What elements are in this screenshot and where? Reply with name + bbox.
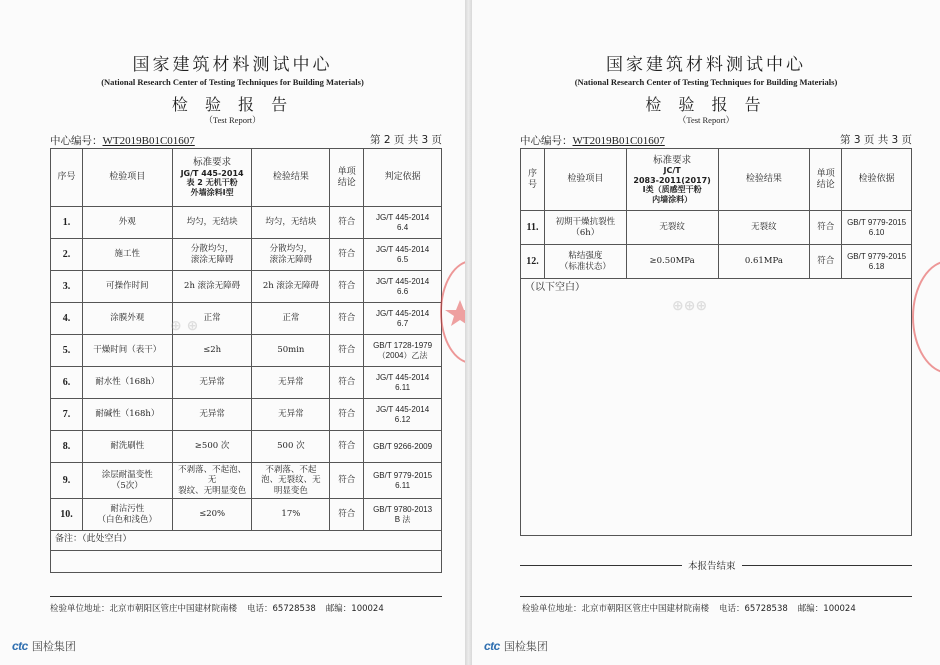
table-row	[521, 211, 912, 245]
center-title-en: (National Research Center of Testing Techniques for Building Materials)	[574, 77, 838, 87]
remark-row	[51, 531, 442, 551]
ctc-logo-icon: ctc	[12, 639, 28, 653]
row-conclusion: 符合	[330, 335, 364, 367]
row-standard: 无异常	[172, 367, 252, 399]
row-no: 5.	[51, 335, 83, 367]
row-standard: 无裂纹	[626, 211, 718, 245]
row-standard: ≤2h	[172, 335, 252, 367]
table-row	[51, 271, 442, 303]
row-basis: GB/T 9266-2009	[364, 431, 442, 463]
report-title: 检 验 报 告	[645, 95, 767, 114]
row-result: 500 次	[252, 431, 330, 463]
footer-info	[50, 602, 394, 614]
row-conclusion: 符合	[810, 245, 842, 279]
report-page-3	[472, 0, 940, 665]
watermark: ⊕⊕⊕	[672, 298, 708, 314]
report-title-en: （Test Report）	[677, 115, 735, 125]
table-row	[521, 245, 912, 279]
row-item: 涂膜外观	[82, 303, 172, 335]
col-result: 检验结果	[718, 149, 810, 211]
col-std	[172, 149, 252, 207]
col-std-sub: JG/T 445-2014 表 2 无机干粉 外墙涂料Ⅰ型	[180, 168, 244, 197]
col-no: 序号	[51, 149, 83, 207]
row-item: 干燥时间（表干）	[82, 335, 172, 367]
row-standard: ≤20%	[172, 499, 252, 531]
row-item: 耐沾污性 （白色和浅色）	[82, 499, 172, 531]
col-item: 检验项目	[544, 149, 626, 211]
blank-note: （以下空白）	[521, 279, 912, 536]
row-item: 可操作时间	[82, 271, 172, 303]
row-item: 耐洗刷性	[82, 431, 172, 463]
seal-stamp	[440, 260, 465, 364]
footer-address: 检验单位地址：北京市朝阳区管庄中国建材院南楼	[522, 604, 710, 614]
center-number	[50, 133, 195, 148]
footer-logo	[484, 638, 548, 654]
row-no: 7.	[51, 399, 83, 431]
page-gutter	[465, 0, 472, 665]
row-result: 无异常	[252, 399, 330, 431]
footer-postcode: 邮编：100024	[797, 604, 856, 614]
row-basis: JG/T 445-2014 6.6	[364, 271, 442, 303]
row-standard: 正常	[172, 303, 252, 335]
table-row	[51, 239, 442, 271]
table-row	[51, 303, 442, 335]
col-basis: 判定依据	[364, 149, 442, 207]
row-no: 10.	[51, 499, 83, 531]
row-no: 2.	[51, 239, 83, 271]
center-number-value: WT2019B01C01607	[572, 135, 665, 147]
footer-phone: 电话：65728538	[247, 604, 316, 614]
row-no: 4.	[51, 303, 83, 335]
col-conclusion: 单项 结论	[810, 149, 842, 211]
footer-address: 检验单位地址：北京市朝阳区管庄中国建材院南楼	[50, 604, 238, 614]
logo-text: 国检集团	[503, 640, 548, 653]
center-title: 国家建筑材料测试中心	[132, 55, 333, 75]
col-result: 检验结果	[252, 149, 330, 207]
row-no: 8.	[51, 431, 83, 463]
row-result: 均匀，无结块	[252, 207, 330, 239]
logo-text: 国检集团	[31, 640, 76, 653]
page-count: 第 2 页 共 3 页	[370, 134, 443, 146]
page-count: 第 3 页 共 3 页	[840, 134, 913, 146]
row-standard: 分散均匀， 滚涂无障碍	[172, 239, 252, 271]
row-basis: JG/T 445-2014 6.11	[364, 367, 442, 399]
row-no: 9.	[51, 463, 83, 499]
row-result: 分散均匀， 滚涂无障碍	[252, 239, 330, 271]
row-basis: GB/T 9779-2015 6.18	[842, 245, 912, 279]
row-standard: ≥0.50MPa	[626, 245, 718, 279]
blank-area-row	[521, 279, 912, 536]
row-item: 耐水性（168h）	[82, 367, 172, 399]
row-result: 2h 滚涂无障碍	[252, 271, 330, 303]
row-basis: GB/T 9779-2015 6.11	[364, 463, 442, 499]
row-conclusion: 符合	[330, 499, 364, 531]
row-basis: JG/T 445-2014 6.4	[364, 207, 442, 239]
row-standard: 2h 滚涂无障碍	[172, 271, 252, 303]
row-basis: JG/T 445-2014 6.7	[364, 303, 442, 335]
center-title-en: (National Research Center of Testing Techniques for Building Materials)	[101, 77, 364, 87]
results-table	[50, 148, 442, 573]
row-basis: GB/T 9779-2015 6.10	[842, 211, 912, 245]
row-item: 涂层耐温变性 （5次）	[82, 463, 172, 499]
row-conclusion: 符合	[330, 367, 364, 399]
remark-text: 备注：（此处空白）	[51, 531, 442, 551]
star-icon	[442, 262, 465, 362]
row-result: 17%	[252, 499, 330, 531]
row-basis: GB/T 1728-1979 （2004）乙法	[364, 335, 442, 367]
table-row	[51, 463, 442, 499]
footer-postcode: 邮编：100024	[325, 604, 384, 614]
center-number	[520, 133, 665, 148]
table-row	[51, 367, 442, 399]
row-result: 正常	[252, 303, 330, 335]
ctc-logo-icon: ctc	[484, 639, 500, 653]
row-result: 无裂纹	[718, 211, 810, 245]
row-basis: JG/T 445-2014 6.5	[364, 239, 442, 271]
row-item: 粘结强度 （标准状态）	[544, 245, 626, 279]
row-no: 12.	[521, 245, 545, 279]
table-row	[51, 207, 442, 239]
row-item: 初期干燥抗裂性 （6h）	[544, 211, 626, 245]
row-item: 耐碱性（168h）	[82, 399, 172, 431]
col-std-sub: JC/T 2083-2011(2017) Ⅰ类（质感型干粉 内墙涂料）	[633, 166, 711, 204]
col-conclusion: 单项 结论	[330, 149, 364, 207]
row-conclusion: 符合	[330, 431, 364, 463]
footer-logo	[12, 638, 76, 654]
table-header	[521, 149, 912, 211]
report-title: 检 验 报 告	[171, 95, 294, 114]
row-result: 0.61MPa	[718, 245, 810, 279]
footer-rule	[50, 596, 442, 597]
footer-phone: 电话：65728538	[719, 604, 788, 614]
col-item: 检验项目	[82, 149, 172, 207]
row-standard: 无异常	[172, 399, 252, 431]
row-no: 1.	[51, 207, 83, 239]
row-conclusion: 符合	[330, 271, 364, 303]
end-text: 本报告结束	[682, 558, 742, 572]
report-title-en: （Test Report）	[204, 115, 261, 125]
col-basis: 检验依据	[842, 149, 912, 211]
table-row	[51, 335, 442, 367]
row-basis: GB/T 9780-2013 B 法	[364, 499, 442, 531]
footer-rule	[520, 596, 912, 597]
blank-row	[51, 551, 442, 573]
row-basis: JG/T 445-2014 6.12	[364, 399, 442, 431]
row-result: 50min	[252, 335, 330, 367]
table-row	[51, 499, 442, 531]
seal-stamp	[912, 260, 940, 374]
footer-info	[522, 602, 866, 614]
results-table	[520, 148, 912, 536]
row-result: 不剥落、不起 泡、无裂纹、无 明显变色	[252, 463, 330, 499]
row-standard: 不剥落、不起泡、无 裂纹、无明显变色	[172, 463, 252, 499]
row-conclusion: 符合	[330, 399, 364, 431]
report-page-2	[0, 0, 465, 665]
center-number-value: WT2019B01C01607	[102, 135, 195, 147]
row-conclusion: 符合	[330, 463, 364, 499]
col-std-title: 标准要求	[653, 154, 692, 166]
col-no: 序 号	[521, 149, 545, 211]
row-conclusion: 符合	[810, 211, 842, 245]
row-no: 3.	[51, 271, 83, 303]
blank-cell	[51, 551, 442, 573]
row-result: 无异常	[252, 367, 330, 399]
center-number-label: 中心编号：	[50, 135, 103, 147]
center-title: 国家建筑材料测试中心	[606, 55, 806, 75]
row-no: 6.	[51, 367, 83, 399]
row-conclusion: 符合	[330, 239, 364, 271]
row-conclusion: 符合	[330, 207, 364, 239]
center-number-label: 中心编号：	[520, 135, 573, 147]
watermark: ⊕ ⊕	[170, 318, 199, 334]
row-item: 外观	[82, 207, 172, 239]
table-row	[51, 399, 442, 431]
row-no: 11.	[521, 211, 545, 245]
row-standard: ≥500 次	[172, 431, 252, 463]
table-row	[51, 431, 442, 463]
table-header	[51, 149, 442, 207]
row-item: 施工性	[82, 239, 172, 271]
row-standard: 均匀，无结块	[172, 207, 252, 239]
row-conclusion: 符合	[330, 303, 364, 335]
col-std-title: 标准要求	[193, 157, 232, 169]
col-std	[626, 149, 718, 211]
